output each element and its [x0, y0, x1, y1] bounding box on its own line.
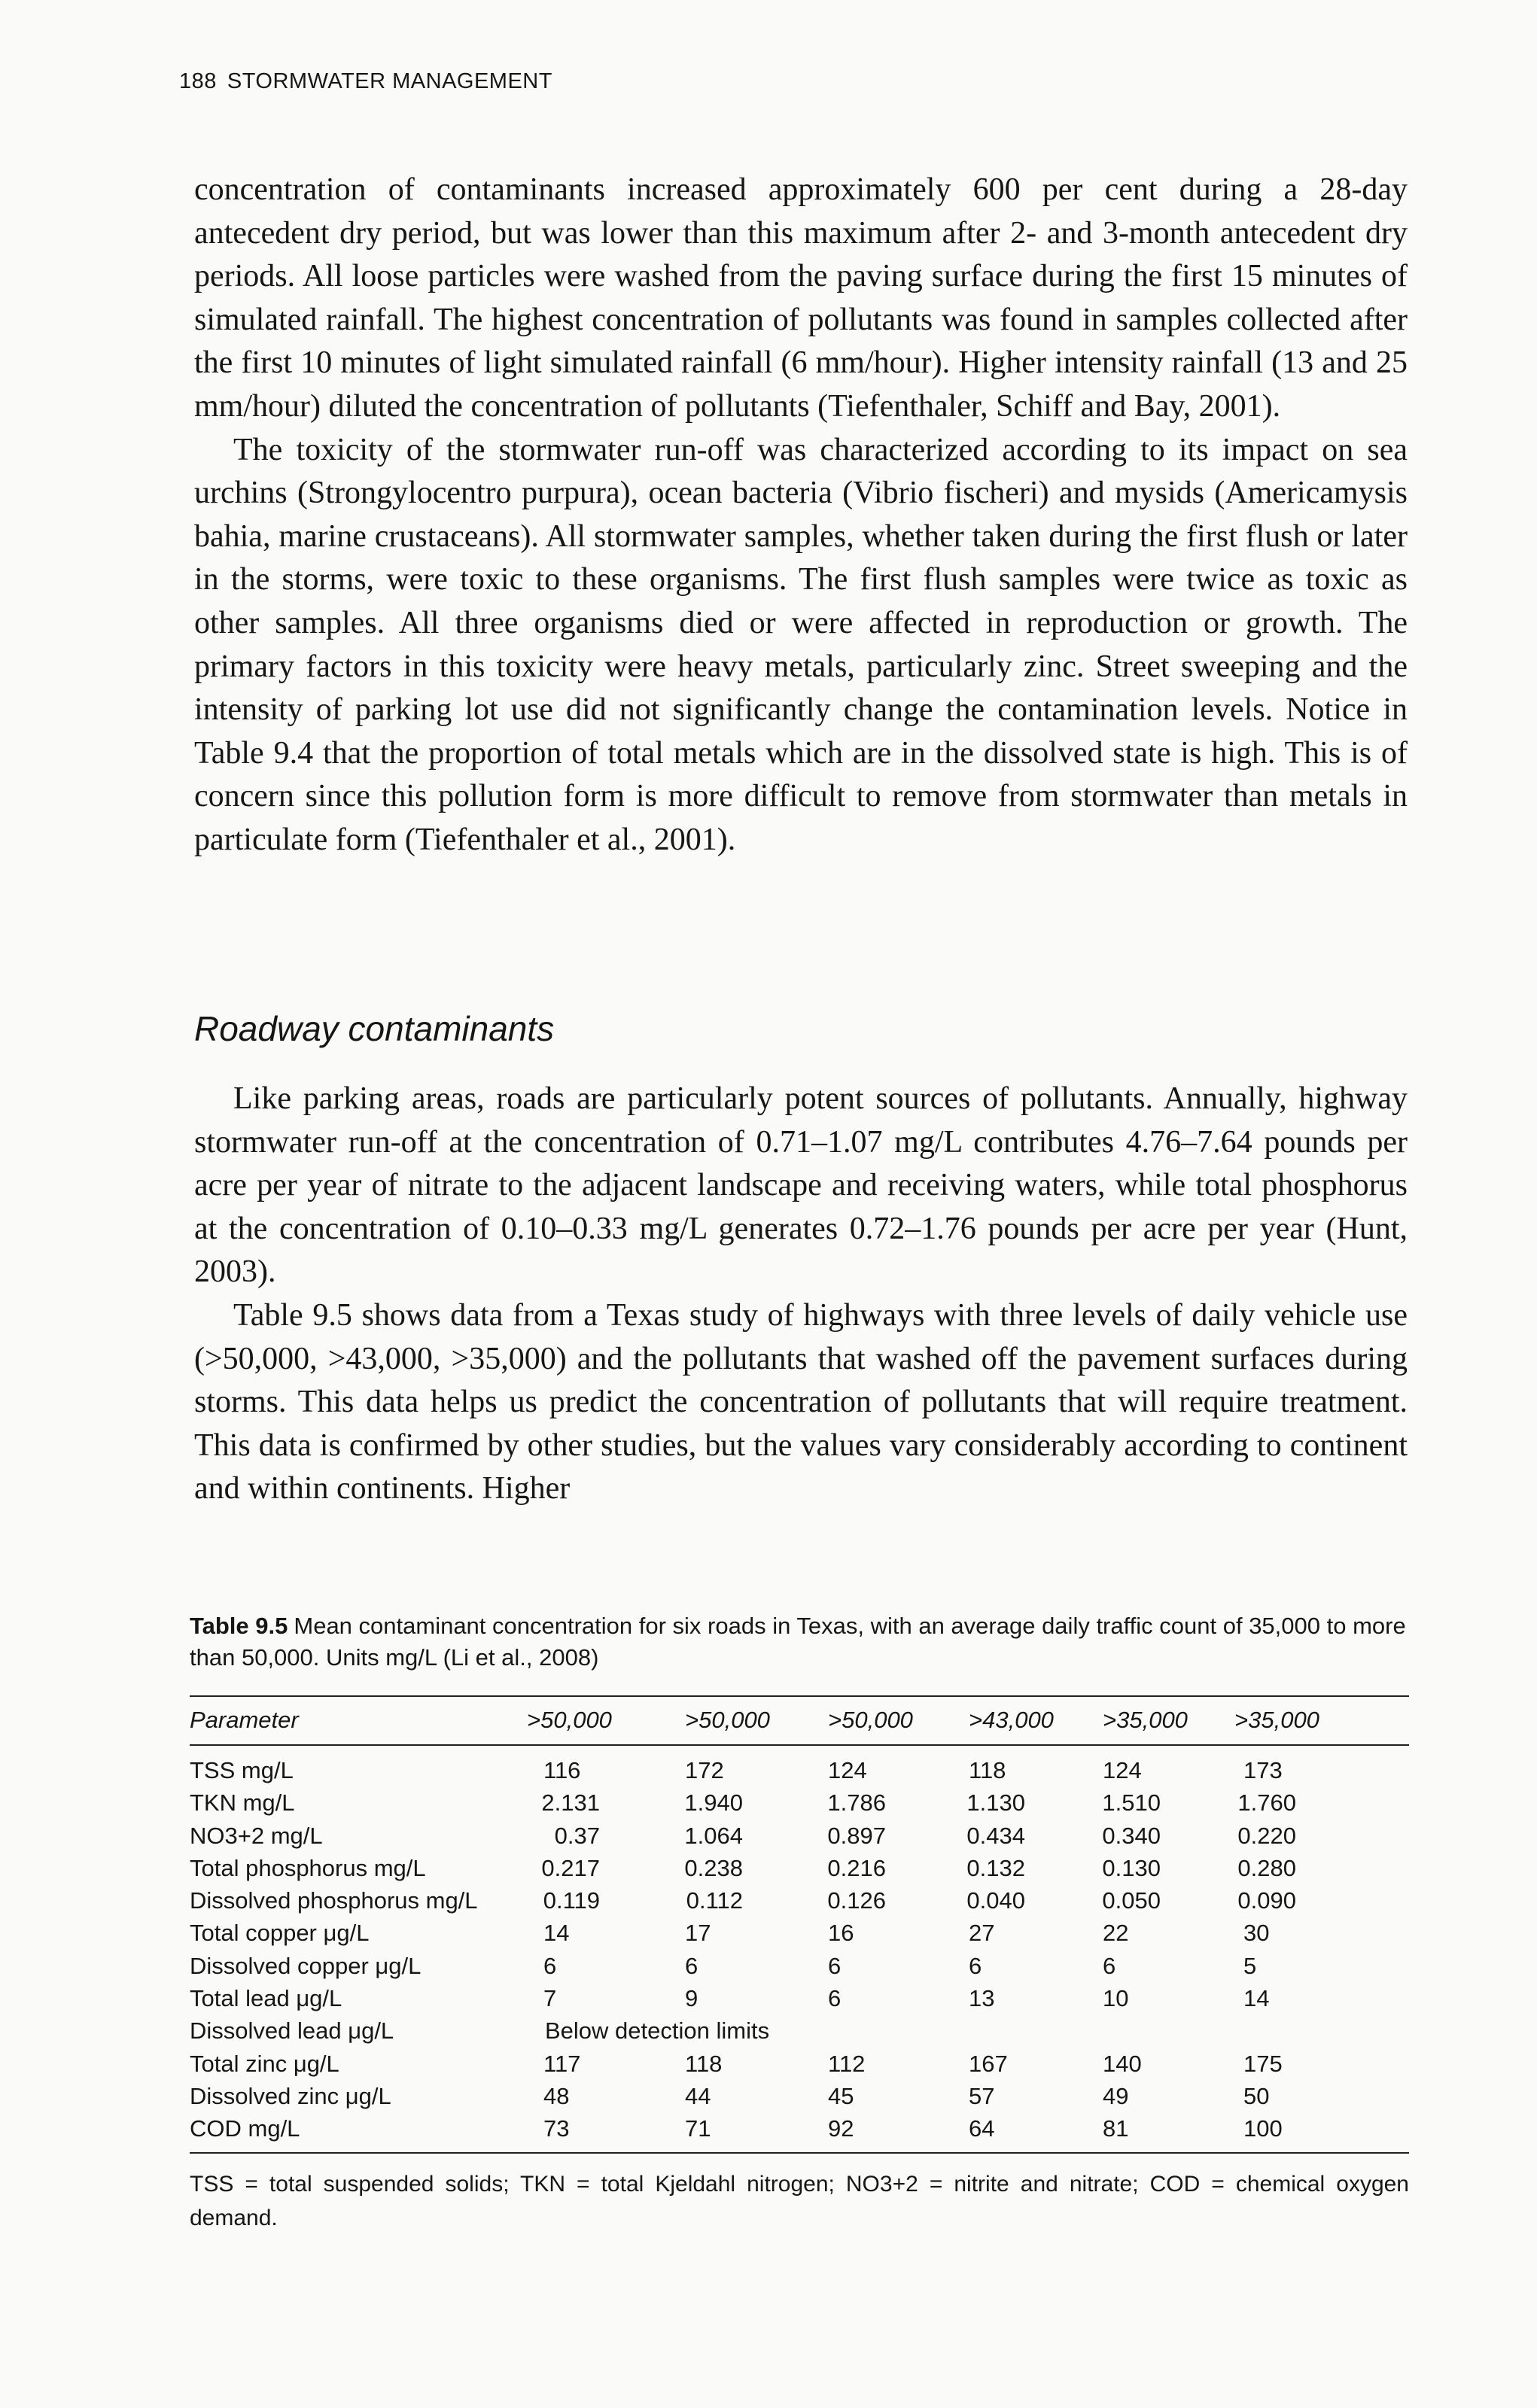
table-cell: 14 — [1243, 1985, 1270, 2012]
table-cell: 17 — [685, 1920, 711, 1947]
table-cell: 27 — [969, 1920, 995, 1947]
running-head — [179, 69, 552, 94]
column-header: >43,000 — [969, 1707, 1054, 1733]
row-label: Total phosphorus mg/L — [190, 1854, 426, 1881]
table-cell: 0.090 — [1237, 1887, 1296, 1914]
table-row — [190, 1786, 1409, 1819]
paragraph: Like parking areas, roads are particularly potent sources of pollutants. Annually, highway stormwater run-off at the concentration of 0.71–1.07 mg/L contributes 4.76–7.64 pounds per acre per year of nitrate to the adjacent landscape and receiving waters, while total phosphorus at the concentration of 0.10–0.33 mg/L generates 0.72–1.76 pounds per acre per year (Hunt, 2003). — [194, 1081, 1408, 1290]
table-label: Table 9.5 — [190, 1613, 288, 1639]
table-cell: 175 — [1243, 2050, 1283, 2077]
table-cell: 71 — [685, 2115, 711, 2142]
table-cell: 173 — [1243, 1757, 1283, 1783]
paragraph: concentration of contaminants increased approximately 600 per cent during a 28-day antecedent dry period, but was lower than this maximum after 2- and 3-month antecedent dry periods. All loose particles were washed from the paving surface during the first 15 minutes of simulated rainfall. The highest concentration of pollutants was found in samples collected after the first 10 minutes of light simulated rainfall (6 mm/hour). Higher intensity rainfall (13 and 25 mm/hour) diluted the concentration of pollutants (Tiefenthaler, Schiff and Bay, 2001). — [194, 172, 1408, 424]
table-cell: 0.112 — [686, 1887, 743, 1914]
table-cell: 81 — [1103, 2115, 1129, 2142]
body-text-top — [194, 169, 1408, 862]
table-cell: 1.064 — [684, 1822, 743, 1849]
table-cell: 30 — [1243, 1920, 1270, 1947]
row-label: NO3+2 mg/L — [190, 1822, 323, 1849]
table-cell: 14 — [543, 1920, 570, 1947]
table-cell: 6 — [828, 1952, 842, 1979]
row-label: Dissolved zinc μg/L — [190, 2082, 391, 2109]
row-label: TSS mg/L — [190, 1757, 294, 1783]
table-cell: 64 — [969, 2115, 995, 2142]
table-cell: 6 — [685, 1952, 698, 1979]
table-cell: 112 — [828, 2050, 866, 2077]
table-cell: 1.760 — [1237, 1789, 1296, 1817]
table-cell: 0.217 — [541, 1854, 600, 1881]
table-row — [190, 1852, 1409, 1884]
table-cell: 118 — [685, 2050, 723, 2077]
row-label: TKN mg/L — [190, 1789, 295, 1817]
table-cell: 44 — [685, 2082, 711, 2109]
table-cell: 0.216 — [827, 1854, 886, 1881]
table-cell: 45 — [828, 2082, 854, 2109]
table-cell: 6 — [1103, 1952, 1116, 1979]
table-cell: 6 — [543, 1952, 557, 1979]
table-cell: 118 — [969, 1757, 1006, 1783]
column-header: >50,000 — [828, 1707, 913, 1733]
row-label: Dissolved copper μg/L — [190, 1952, 422, 1979]
table-footnote: TSS = total suspended solids; TKN = total Kjeldahl nitrogen; NO3+2 = nitrite and nitrate; COD = chemical oxygen demand. — [190, 2172, 1409, 2230]
table-cell: 57 — [969, 2082, 995, 2109]
table-cell-span: Below detection limits — [545, 2017, 770, 2045]
column-header: Parameter — [190, 1707, 299, 1733]
table-cell: 124 — [828, 1757, 867, 1783]
table-cell: 48 — [543, 2082, 570, 2109]
table-row — [190, 2080, 1409, 2112]
table-cell: 49 — [1103, 2082, 1129, 2109]
table-cell: 13 — [969, 1985, 995, 2012]
row-label: Total lead μg/L — [190, 1985, 342, 2012]
table-cell: 2.131 — [541, 1789, 600, 1817]
table-cell: 0.238 — [684, 1854, 743, 1881]
table-cell: 1.940 — [684, 1789, 743, 1817]
table-cell: 167 — [969, 2050, 1008, 2077]
table-cell: 73 — [543, 2115, 570, 2142]
table-cell: 0.119 — [543, 1887, 600, 1914]
table-cell: 7 — [543, 1985, 557, 2012]
table-row — [190, 2048, 1409, 2080]
table-cell: 92 — [828, 2115, 854, 2142]
table-body — [190, 1754, 1409, 2145]
table-cell: 116 — [543, 1757, 581, 1783]
table-cell: 0.434 — [966, 1822, 1025, 1849]
table-row — [190, 2014, 1409, 2047]
row-label: Total zinc μg/L — [190, 2050, 339, 2077]
table-row — [190, 2112, 1409, 2145]
body-text-bottom — [194, 1078, 1408, 1511]
table-cell: 0.897 — [827, 1822, 886, 1849]
table-cell: 0.040 — [966, 1887, 1025, 1914]
table-cell: 117 — [543, 2050, 581, 2077]
table-cell: 6 — [969, 1952, 982, 1979]
running-title: STORMWATER MANAGEMENT — [227, 69, 552, 93]
table-header-row — [190, 1704, 1409, 1737]
table-cell: 10 — [1103, 1985, 1129, 2012]
table-row — [190, 1950, 1409, 1982]
table-row — [190, 1884, 1409, 1917]
table-cell: 172 — [685, 1757, 724, 1783]
table-cell: 0.220 — [1237, 1822, 1296, 1849]
table-cell: 0.050 — [1102, 1887, 1161, 1914]
table-top-rule — [190, 1695, 1409, 1697]
table-cell: 9 — [685, 1985, 698, 2012]
column-header: >50,000 — [527, 1707, 612, 1733]
table-caption-text: Mean contaminant concentration for six roads in Texas, with an average daily traffic count of 35,000 to more than 50,000. Units mg/L (Li et al., 2008) — [190, 1613, 1406, 1671]
paragraph: The toxicity of the stormwater run-off was characterized according to its impact on sea urchins (Strongylocentro purpura), ocean bacteria (Vibrio fischeri) and mysids (Americamysis bahia, marine crustaceans). All stormwater samples, whether taken during the first flush or later in the storms, were toxic to these organisms. The first flush samples were twice as toxic as other samples. All three organisms died or were affected in reproduction or growth. The primary factors in this toxicity were heavy metals, particularly zinc. Street sweeping and the intensity of parking lot use did not significantly change the contamination levels. Notice in Table 9.4 that the proportion of total metals which are in the dissolved state is high. This is of concern since this pollution form is more difficult to remove from stormwater than metals in particulate form (Tiefenthaler et al., 2001). — [194, 432, 1408, 857]
table-row — [190, 1820, 1409, 1852]
paragraph: Table 9.5 shows data from a Texas study of highways with three levels of daily vehicle use (>50,000, >43,000, >35,000) and the pollutants that washed off the pavement surfaces during storms. This data helps us predict the concentration of pollutants that will require treatment. This data is confirmed by other studies, but the values vary considerably according to continent and within continents. Higher — [194, 1297, 1408, 1507]
table-header-rule — [190, 1744, 1409, 1746]
table-cell: 0.132 — [966, 1854, 1025, 1881]
table-cell: 50 — [1243, 2082, 1270, 2109]
table-cell: 0.340 — [1102, 1822, 1161, 1849]
table-row — [190, 1982, 1409, 2014]
row-label: Dissolved lead μg/L — [190, 2017, 394, 2045]
table-cell: 1.510 — [1102, 1789, 1161, 1817]
table-row — [190, 1917, 1409, 1949]
column-header: >35,000 — [1234, 1707, 1319, 1733]
table-cell: 5 — [1243, 1952, 1257, 1979]
table-cell: 6 — [828, 1985, 842, 2012]
table-cell: 0.37 — [554, 1822, 600, 1849]
table-cell: 124 — [1103, 1757, 1142, 1783]
table-cell: 100 — [1243, 2115, 1283, 2142]
column-header: >50,000 — [685, 1707, 770, 1733]
table-cell: 0.280 — [1237, 1854, 1296, 1881]
table-cell: 22 — [1103, 1920, 1129, 1947]
row-label: Total copper μg/L — [190, 1920, 370, 1947]
table-cell: 1.130 — [966, 1789, 1025, 1817]
table-caption — [190, 1610, 1409, 1674]
table-cell: 0.126 — [827, 1887, 886, 1914]
page-number: 188 — [179, 69, 217, 93]
section-heading: Roadway contaminants — [194, 1009, 555, 1048]
column-header: >35,000 — [1103, 1707, 1188, 1733]
table-bottom-rule — [190, 2152, 1409, 2154]
table-row — [190, 1754, 1409, 1786]
row-label: COD mg/L — [190, 2115, 300, 2142]
table-cell: 16 — [828, 1920, 854, 1947]
table-cell: 140 — [1103, 2050, 1142, 2077]
table-cell: 0.130 — [1102, 1854, 1161, 1881]
table-cell: 1.786 — [827, 1789, 886, 1817]
row-label: Dissolved phosphorus mg/L — [190, 1887, 478, 1914]
